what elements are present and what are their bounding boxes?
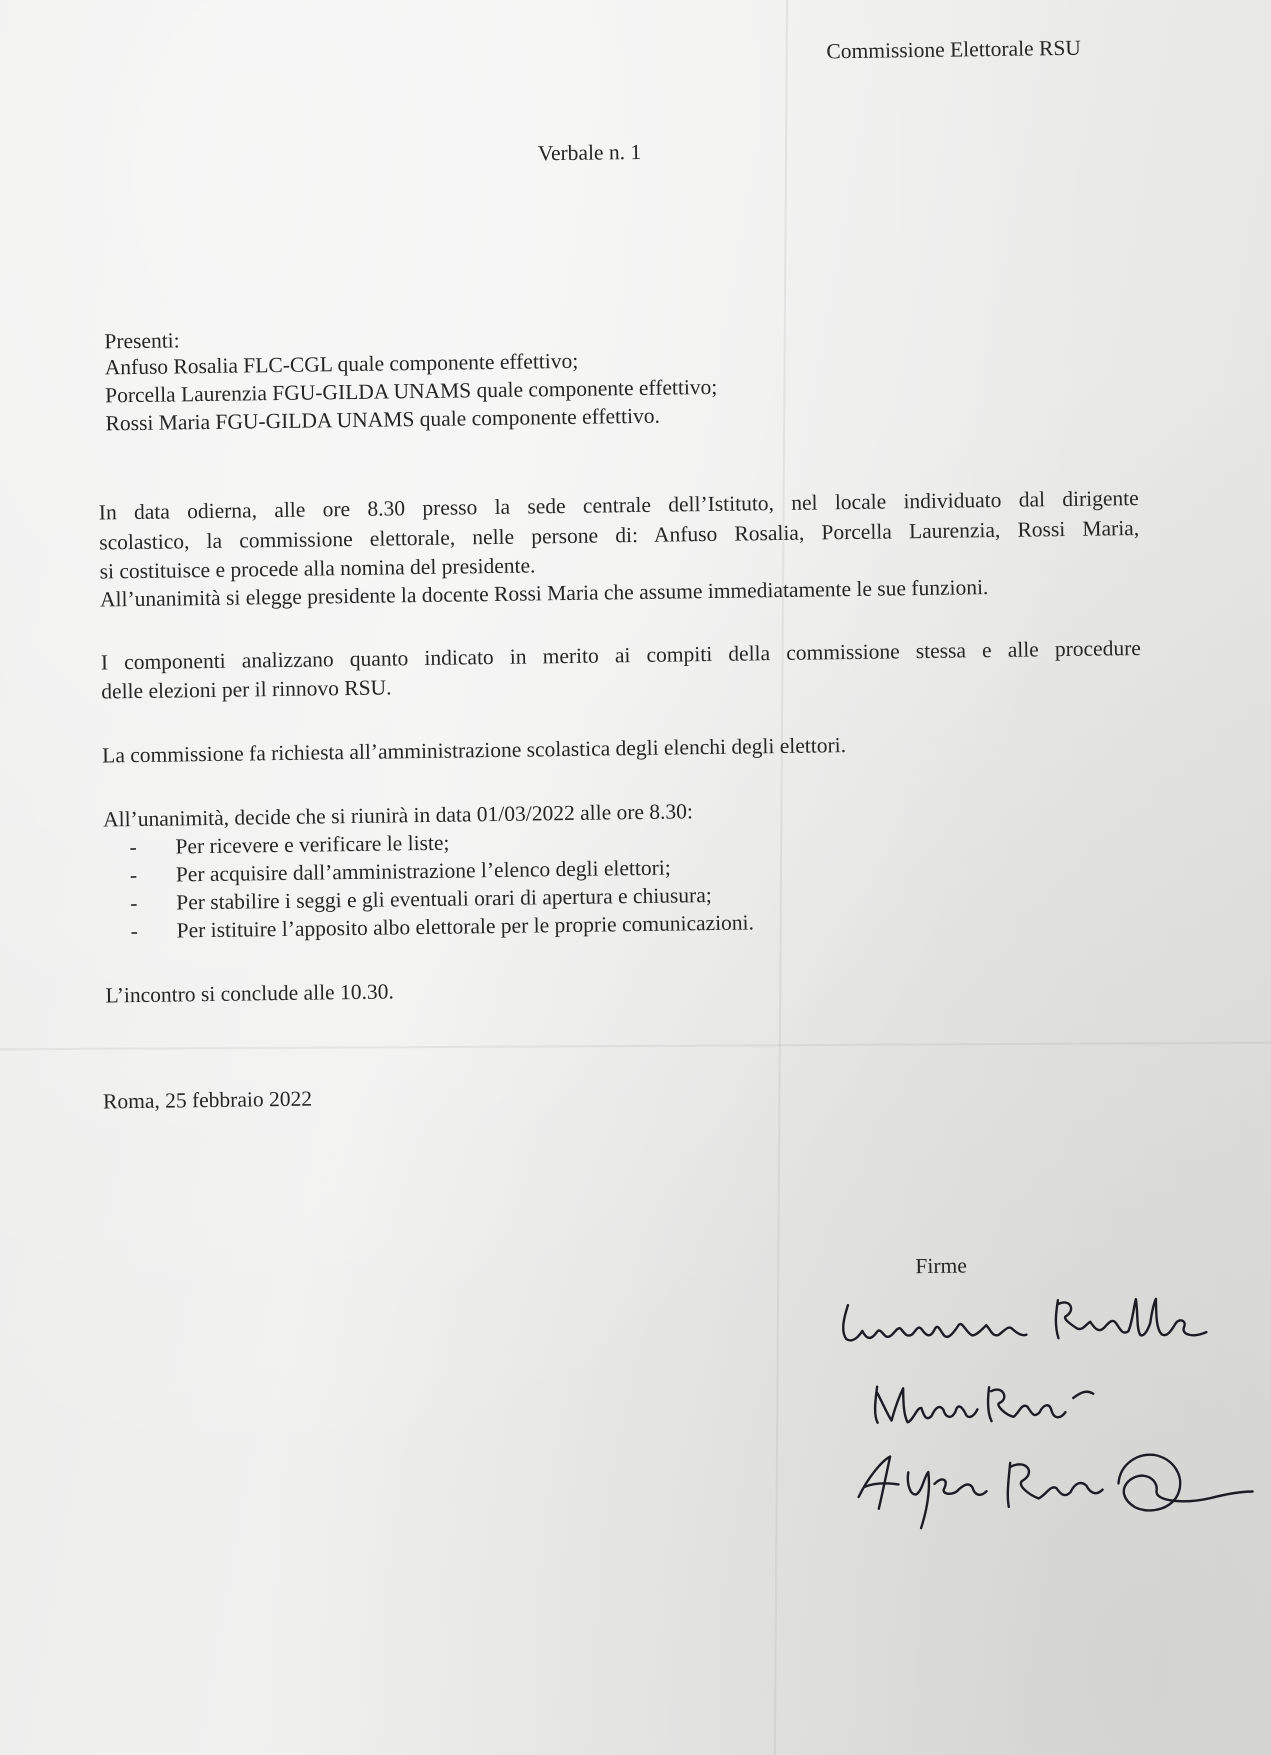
handwritten-signatures — [836, 1291, 1260, 1557]
bullet-dash: - — [129, 863, 138, 888]
place-date: Roma, 25 febbraio 2022 — [102, 1086, 313, 1114]
closing-paragraph: L’incontro si conclude alle 10.30. — [105, 979, 394, 1008]
commission-heading: Commissione Elettorale RSU — [826, 35, 1081, 64]
bullet-dash: - — [129, 835, 137, 860]
list-item-text: Per stabilire i seggi e gli eventuali orari di apertura e chiusura; — [176, 883, 712, 915]
signature-stroke — [988, 1386, 1066, 1421]
signature-stroke — [1056, 1298, 1207, 1338]
signature-stroke — [1118, 1453, 1253, 1511]
attendees-label: Presenti: — [104, 328, 180, 354]
signature-stroke — [1073, 1392, 1093, 1398]
attendee-line: Rossi Maria FGU-GILDA UNAMS quale componente effettivo. — [105, 403, 661, 436]
request-paragraph: La commissione fa richiesta all’amministrazione scolastica degli elenchi degli elettori. — [102, 733, 847, 768]
list-item-text: Per acquisire dall’amministrazione l’elenco degli elettori; — [175, 855, 671, 887]
paragraph-line: I componenti analizzano quanto indicato in merito ai compiti della commissione stessa e alle procedure — [100, 635, 1141, 675]
paragraph-line: All’unanimità si elegge presidente la docente Rossi Maria che assume immediatamente le sue funzioni. — [99, 575, 989, 612]
bullet-dash: - — [130, 919, 139, 944]
attendee-line: Anfuso Rosalia FLC-CGL quale componente effettivo; — [104, 348, 579, 380]
signatures-label: Firme — [915, 1253, 967, 1279]
signature-stroke — [843, 1303, 1027, 1341]
attendee-line: Porcella Laurenzia FGU-GILDA UNAMS quale componente effettivo; — [105, 374, 718, 408]
bullet-dash: - — [130, 891, 138, 916]
paragraph-line: si costituisce e procede alla nomina del presidente. — [99, 553, 536, 584]
signature-stroke — [1007, 1462, 1102, 1507]
signature-stroke — [875, 1385, 978, 1422]
paragraph-line: scolastico, la commissione elettorale, nelle persone di: Anfuso Rosalia, Porcella Laurenzia, Rossi Maria, — [99, 515, 1140, 555]
list-item-text: Per ricevere e verificare le liste; — [175, 830, 450, 859]
list-item-text: Per istituire l’apposito albo elettorale per le proprie comunicazioni. — [176, 910, 755, 943]
paragraph-line: In data odierna, alle ore 8.30 presso la sede centrale dell’Istituto, nel locale individuato dal dirigente — [98, 486, 1139, 525]
document-title: Verbale n. 1 — [537, 139, 642, 166]
paragraph-line: delle elezioni per il rinnovo RSU. — [101, 675, 392, 704]
decision-intro: All’unanimità, decide che si riunirà in data 01/03/2022 alle ore 8.30: — [102, 799, 694, 832]
signature-stroke — [858, 1455, 987, 1529]
